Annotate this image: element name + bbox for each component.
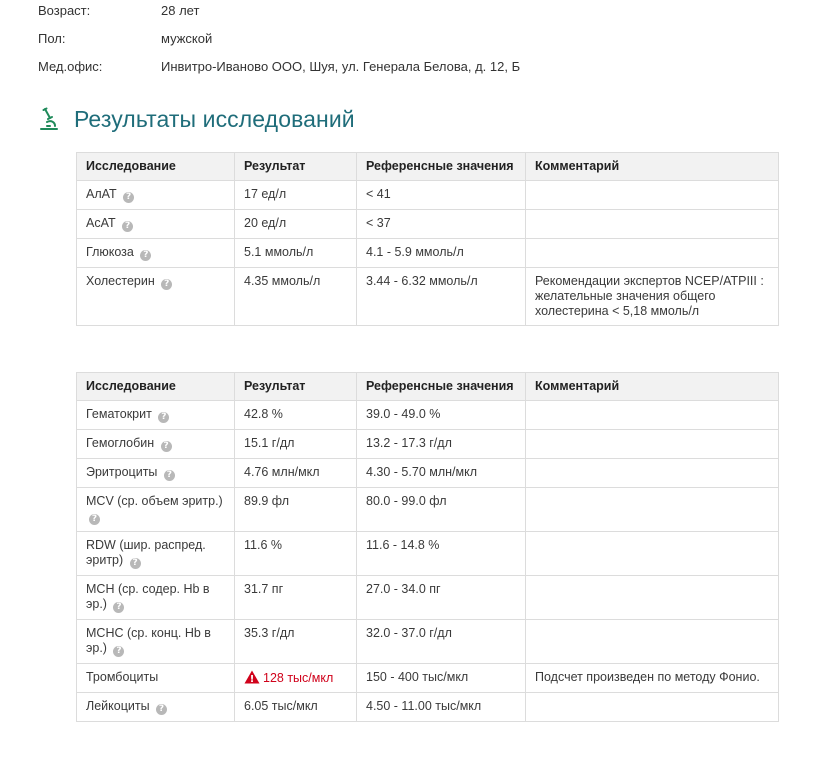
reference-cell: < 41 xyxy=(357,181,526,210)
test-name: MCHC (ср. конц. Hb в эр.) xyxy=(86,626,211,655)
reference-cell: 4.50 - 11.00 тыс/мкл xyxy=(357,693,526,722)
col-header-result: Результат xyxy=(235,153,357,181)
help-icon[interactable]: ? xyxy=(113,602,124,613)
microscope-icon xyxy=(38,107,60,131)
test-name-cell xyxy=(77,664,235,693)
table-header-row xyxy=(77,153,779,181)
sex-value: мужской xyxy=(161,31,213,46)
table-row xyxy=(77,488,779,532)
reference-cell: 80.0 - 99.0 фл xyxy=(357,488,526,532)
reference-cell: 4.1 - 5.9 ммоль/л xyxy=(357,239,526,268)
help-icon[interactable]: ? xyxy=(123,192,134,203)
help-icon[interactable]: ? xyxy=(158,412,169,423)
help-icon[interactable]: ? xyxy=(161,279,172,290)
warning-icon xyxy=(244,670,260,684)
table-row xyxy=(77,576,779,620)
sex-label: Пол: xyxy=(38,31,66,46)
table-row xyxy=(77,693,779,722)
result-cell: 89.9 фл xyxy=(235,488,357,532)
reference-cell: 13.2 - 17.3 г/дл xyxy=(357,430,526,459)
col-header-test: Исследование xyxy=(77,373,235,401)
test-name: Холестерин xyxy=(86,274,155,288)
comment-cell xyxy=(526,401,779,430)
reference-cell: 150 - 400 тыс/мкл xyxy=(357,664,526,693)
test-name-cell xyxy=(77,181,235,210)
help-icon[interactable]: ? xyxy=(156,704,167,715)
result-cell: 6.05 тыс/мкл xyxy=(235,693,357,722)
result-cell: 5.1 ммоль/л xyxy=(235,239,357,268)
test-name: RDW (шир. распред. эритр) xyxy=(86,538,206,567)
test-name-cell xyxy=(77,268,235,326)
comment-cell xyxy=(526,430,779,459)
test-name: Глюкоза xyxy=(86,245,134,259)
comment-cell xyxy=(526,459,779,488)
table-row xyxy=(77,532,779,576)
reference-cell: 3.44 - 6.32 ммоль/л xyxy=(357,268,526,326)
result-cell: 15.1 г/дл xyxy=(235,430,357,459)
table-row xyxy=(77,459,779,488)
result-cell: 17 ед/л xyxy=(235,181,357,210)
help-icon[interactable]: ? xyxy=(130,558,141,569)
section-header xyxy=(38,104,355,134)
table-header-row xyxy=(77,373,779,401)
test-name-cell xyxy=(77,459,235,488)
col-header-reference: Референсные значения xyxy=(357,373,526,401)
table-row xyxy=(77,239,779,268)
result-cell: 35.3 г/дл xyxy=(235,620,357,664)
office-value: Инвитро-Иваново ООО, Шуя, ул. Генерала Белова, д. 12, Б xyxy=(161,59,521,74)
age-label: Возраст: xyxy=(38,3,91,18)
result-cell: 4.76 млн/мкл xyxy=(235,459,357,488)
test-name-cell xyxy=(77,430,235,459)
test-name: Тромбоциты xyxy=(86,670,159,684)
table-row xyxy=(77,181,779,210)
office-label: Мед.офис: xyxy=(38,59,103,74)
col-header-reference: Референсные значения xyxy=(357,153,526,181)
help-icon[interactable]: ? xyxy=(164,470,175,481)
blood-count-table xyxy=(76,372,779,722)
reference-cell: 39.0 - 49.0 % xyxy=(357,401,526,430)
test-name-cell xyxy=(77,488,235,532)
comment-cell xyxy=(526,532,779,576)
table-row xyxy=(77,620,779,664)
test-name: Гематокрит xyxy=(86,407,152,421)
biochemistry-table xyxy=(76,152,779,326)
col-header-comment: Комментарий xyxy=(526,373,779,401)
test-name-cell xyxy=(77,239,235,268)
help-icon[interactable]: ? xyxy=(161,441,172,452)
table-row xyxy=(77,268,779,326)
comment-cell xyxy=(526,693,779,722)
result-cell: 42.8 % xyxy=(235,401,357,430)
comment-cell xyxy=(526,239,779,268)
reference-cell: 32.0 - 37.0 г/дл xyxy=(357,620,526,664)
age-value: 28 лет xyxy=(161,3,200,18)
table-body xyxy=(77,401,779,722)
comment-cell xyxy=(526,488,779,532)
col-header-test: Исследование xyxy=(77,153,235,181)
result-cell: 4.35 ммоль/л xyxy=(235,268,357,326)
help-icon[interactable]: ? xyxy=(89,514,100,525)
comment-cell xyxy=(526,181,779,210)
flagged-result xyxy=(244,671,333,685)
table-row xyxy=(77,210,779,239)
reference-cell: 4.30 - 5.70 млн/мкл xyxy=(357,459,526,488)
test-name: Лейкоциты xyxy=(86,699,150,713)
comment-cell: Подсчет произведен по методу Фонио. xyxy=(526,664,779,693)
col-header-result: Результат xyxy=(235,373,357,401)
comment-cell xyxy=(526,620,779,664)
result-cell: 11.6 % xyxy=(235,532,357,576)
result-value: 128 тыс/мкл xyxy=(263,671,334,685)
table-row xyxy=(77,664,779,693)
comment-cell: Рекомендации экспертов NCEP/ATPIII : желательные значения общего холестерина < 5,18 ммоль/л xyxy=(526,268,779,326)
help-icon[interactable]: ? xyxy=(113,646,124,657)
svg-text:!: ! xyxy=(249,674,255,684)
result-cell: 20 ед/л xyxy=(235,210,357,239)
reference-cell: < 37 xyxy=(357,210,526,239)
test-name-cell xyxy=(77,210,235,239)
test-name-cell xyxy=(77,532,235,576)
result-cell xyxy=(235,664,357,693)
help-icon[interactable]: ? xyxy=(122,221,133,232)
col-header-comment: Комментарий xyxy=(526,153,779,181)
test-name: Гемоглобин xyxy=(86,436,155,450)
help-icon[interactable]: ? xyxy=(140,250,151,261)
test-name-cell xyxy=(77,401,235,430)
test-name-cell xyxy=(77,693,235,722)
table-row xyxy=(77,430,779,459)
reference-cell: 27.0 - 34.0 пг xyxy=(357,576,526,620)
test-name-cell xyxy=(77,620,235,664)
test-name: АлАТ xyxy=(86,187,117,201)
test-name: MCV (ср. объем эритр.) xyxy=(86,494,223,508)
section-title: Результаты исследований xyxy=(74,105,355,132)
test-name: Эритроциты xyxy=(86,465,158,479)
result-cell: 31.7 пг xyxy=(235,576,357,620)
reference-cell: 11.6 - 14.8 % xyxy=(357,532,526,576)
table-row xyxy=(77,401,779,430)
table-body xyxy=(77,181,779,326)
test-name-cell xyxy=(77,576,235,620)
test-name: АсАТ xyxy=(86,216,116,230)
comment-cell xyxy=(526,576,779,620)
test-name: MCH (ср. содер. Hb в эр.) xyxy=(86,582,210,611)
comment-cell xyxy=(526,210,779,239)
